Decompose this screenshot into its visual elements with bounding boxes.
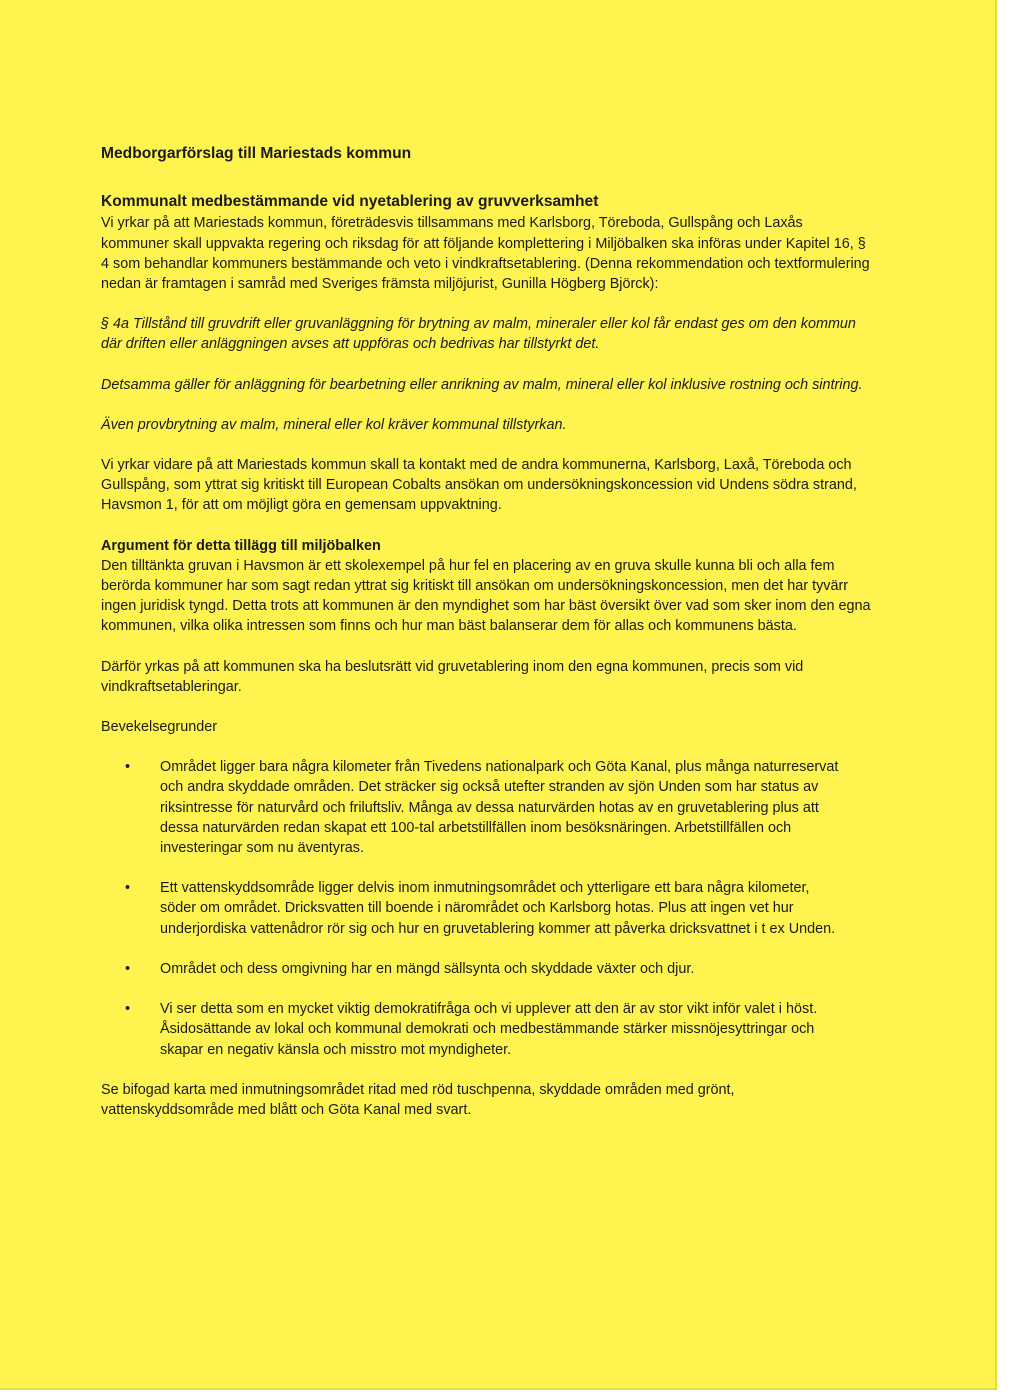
document-title: Medborgarförslag till Mariestads kommun [101,145,412,162]
list-item-text: Området ligger bara några kilometer från Tivedens nationalpark och Göta Kanal, plus många naturreservat och andra skyddade områden. Det sträcker sig också utefter stranden av sjön Unden som har status av riksintresse för naturvård och friluftsliv. Många av dessa naturvärden hotas av en gruvetablering plus att dessa naturvärden redan skapat ett 100-tal arbetstillfällen inom besöksnäringen. Arbetstillfällen och investeringar som nu äventyras. [160,759,839,857]
list-item [101,878,840,939]
argument-heading: Argument för detta tillägg till miljöbalken [101,537,381,554]
list-item [101,959,840,979]
list-item-text: Området och dess omgivning har en mängd sällsynta och skyddade växter och djur. [160,960,695,977]
document-body [101,144,871,1120]
list-item-text: Vi ser detta som en mycket viktig demokratifråga och vi upplever att den är av stor vikt inför valet i höst. Åsidosättande av lokal och kommunal demokrati och medbestämmande stärker missnöjesyttringar och skapar en negativ känsla och misstro mot myndigheter. [160,1001,818,1058]
intro-paragraph: Vi yrkar på att Mariestads kommun, företrädesvis tillsammans med Karlsborg, Töreboda, Gullspång och Laxås kommuner skall uppvakta regering och riksdag för att följande komplettering i Miljöbalken ska införas under Kapitel 16, § 4 som behandlar kommuners bestämmande och veto i vindkraftsetablering. (Denna rekommendation och textformulering nedan är framtagen i samråd med Sveriges främsta miljöjurist, Gunilla Högberg Björck): [101,215,870,293]
grounds-list [101,757,871,1059]
bullet-icon: • [125,960,131,977]
further-demand-paragraph: Vi yrkar vidare på att Mariestads kommun skall ta kontakt med de andra kommunerna, Karlsborg, Laxå, Töreboda och Gullspång, som yttrat sig kritiskt till European Cobalts ansökan om undersökningskoncession vid Undens södra strand, Havsmon 1, för att om möjligt göra en gemensam uppvaktning. [101,457,857,514]
closing-paragraph: Se bifogad karta med inmutningsområdet ritad med röd tuschpenna, skyddade områden med grönt, vattenskyddsområde med blått och Göta Kanal med svart. [101,1081,735,1118]
grounds-heading: Bevekelsegrunder [101,719,217,736]
document-subtitle: Kommunalt medbestämmande vid nyetablering av gruvverksamhet [101,193,599,211]
law-quote-test-mining: Även provbrytning av malm, mineral eller kol kräver kommunal tillstyrkan. [101,416,567,433]
argument-paragraph: Den tilltänkta gruvan i Havsmon är ett skolexempel på hur fel en placering av en gruva skulle kunna bli och alla fem berörda kommuner har som sagt redan yttrat sig kritiskt till ansökan om undersökningskoncession, men det har tyvärr ingen juridisk tyngd. Detta trots att kommunen är den myndighet som har bäst översikt över vad som sker inom den egna kommunen, vilka olika intressen som finns och hur man bäst balanserar dem för allas och kommunens bästa. [101,557,871,635]
demand-paragraph: Därför yrkas på att kommunen ska ha beslutsrätt vid gruvetablering inom den egna kommunen, precis som vid vindkraftsetableringar. [101,658,804,695]
list-item [101,999,840,1060]
law-quote-paragraph: § 4a Tillstånd till gruvdrift eller gruvanläggning för brytning av malm, mineraler eller kol får endast ges om den kommun där driften eller anläggningen avses att uppföras och bedrivas har tillstyrkt det. [101,316,856,353]
law-quote-processing: Detsamma gäller för anläggning för bearbetning eller anrikning av malm, mineral eller kol inklusive rostning och sintring. [101,376,863,393]
bullet-icon: • [125,880,131,897]
bullet-icon: • [125,1001,131,1018]
list-item [101,757,840,858]
list-item-text: Ett vattenskyddsområde ligger delvis inom inmutningsområdet och ytterligare ett bara några kilometer, söder om området. Dricksvatten till boende i närområdet och Karlsborg hotas. Plus att ingen vet hur underjordiska vattenådror rör sig och hur en gruvetablering kommer att påverka dricksvattnet i t ex Unden. [160,880,836,937]
bullet-icon: • [125,759,131,776]
